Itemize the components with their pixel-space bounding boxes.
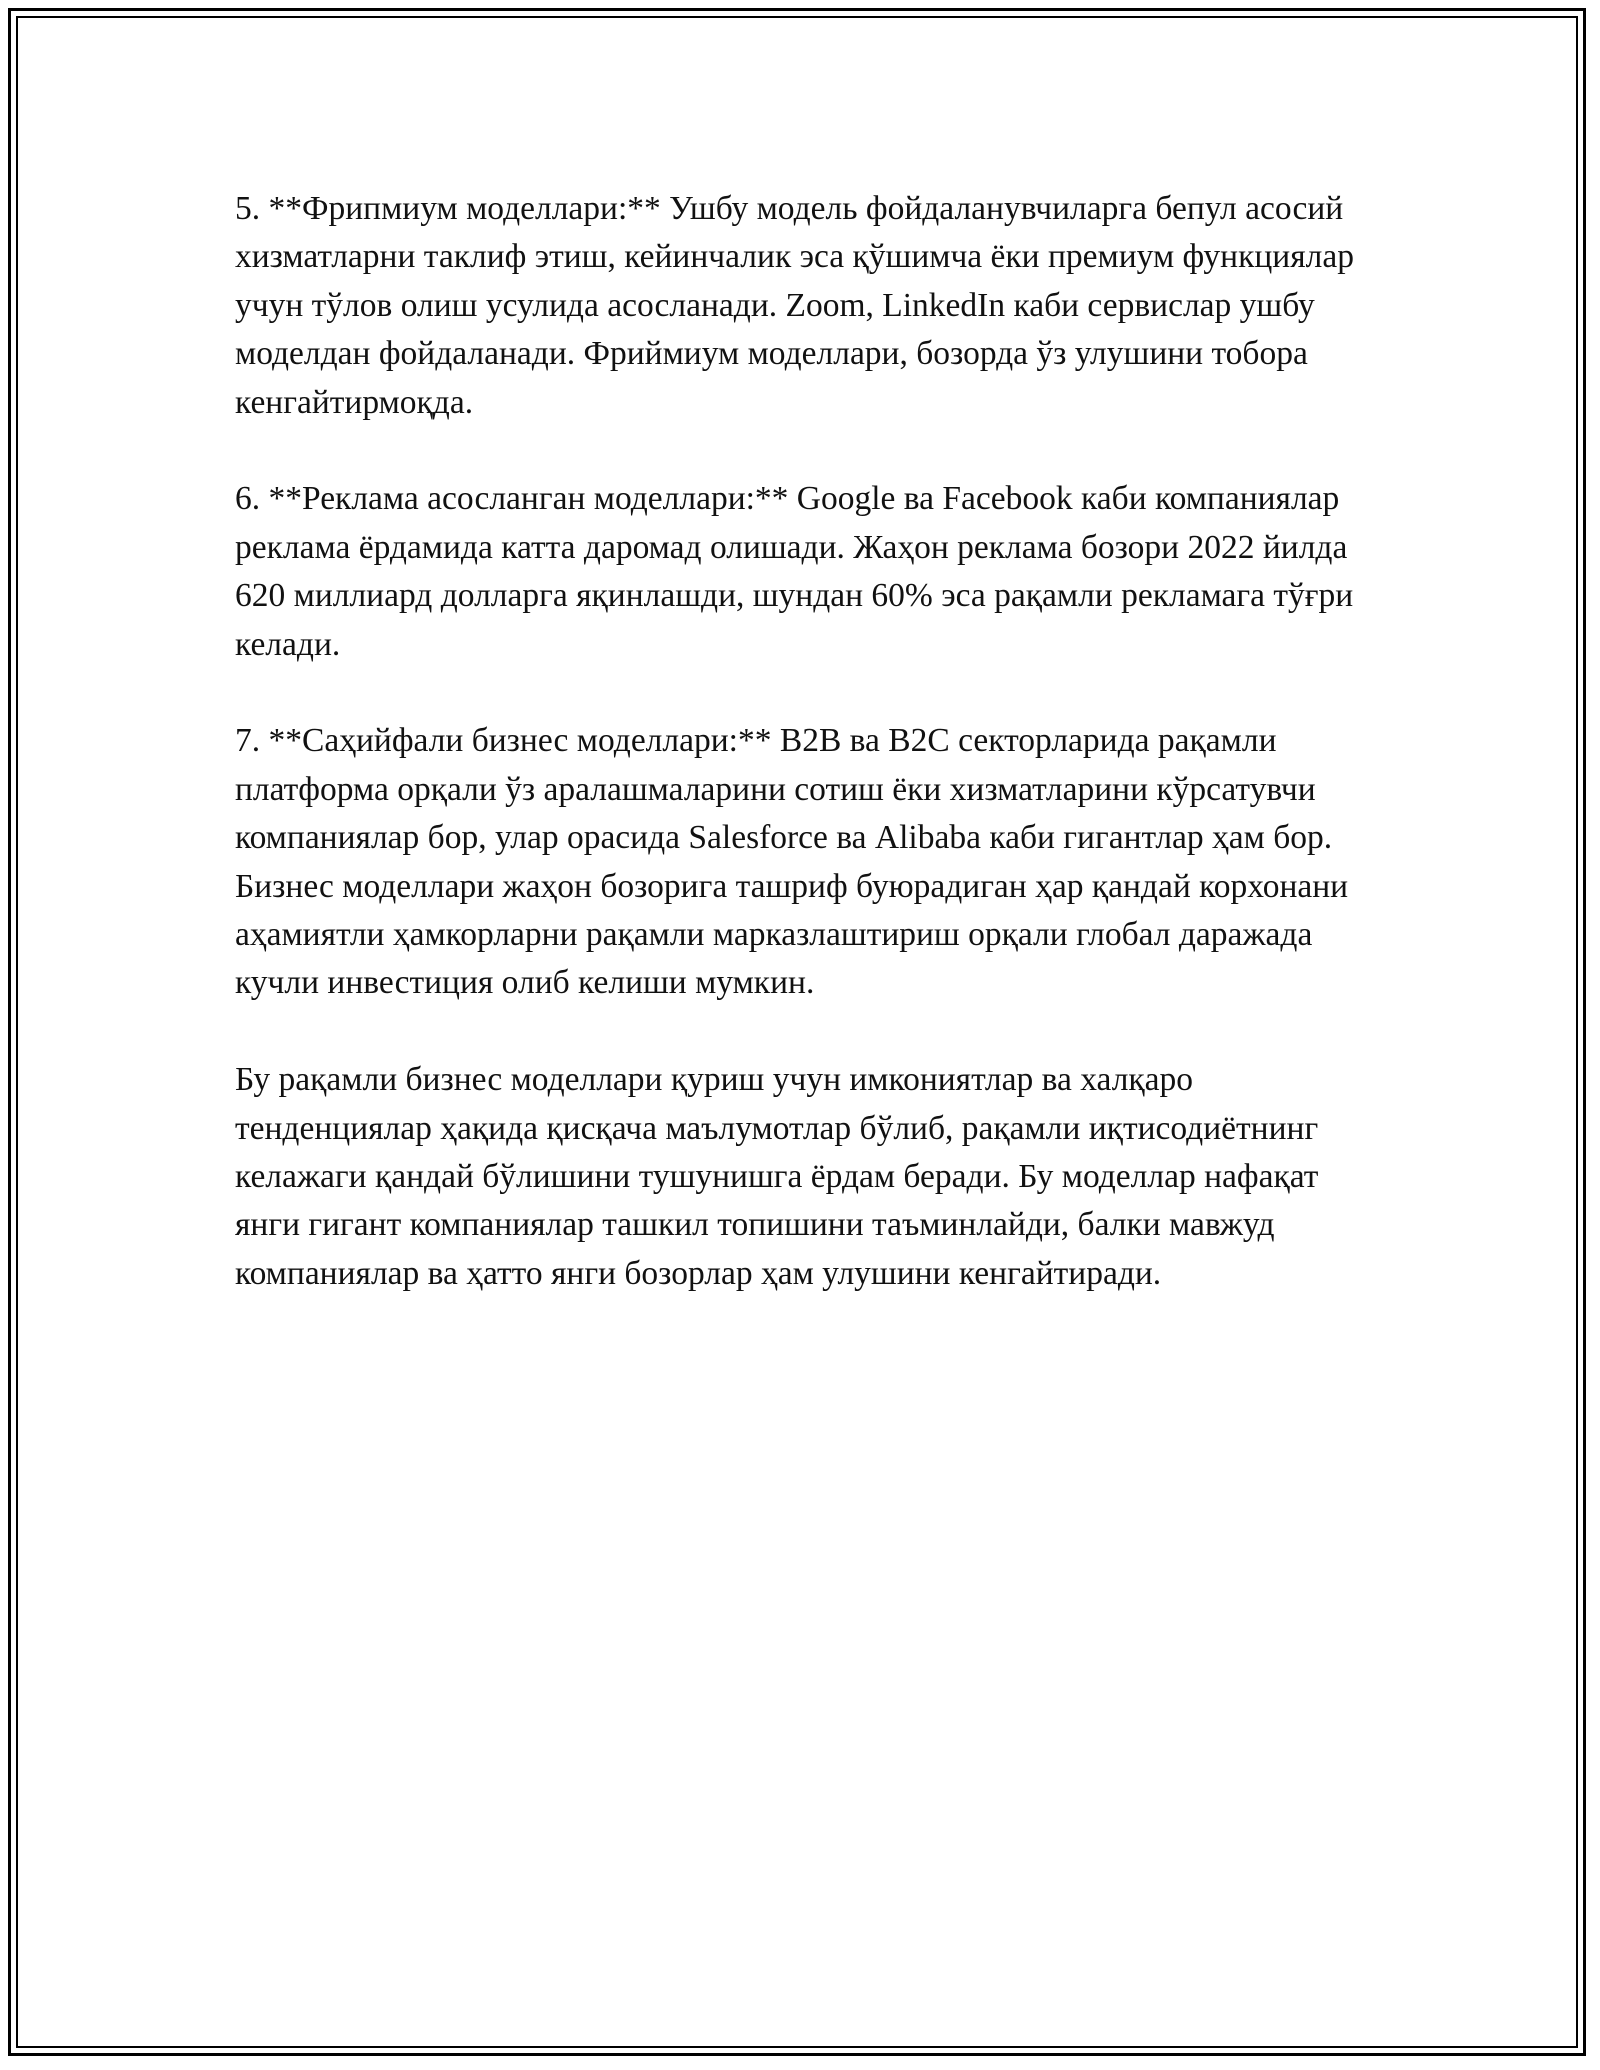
paragraph-advertising-models: 6. **Реклама асосланган моделлари:** Google ва Facebook каби компаниялар реклама ёрдамида катта даромад олишади. Жаҳон реклама бозори 2022 йилда 620 миллиард долларга яқинлашди, шундан 60% эса рақамли рекламага тўғри келади. (235, 480, 1354, 663)
document-body (235, 185, 1375, 1298)
paragraph-freemium-models: 5. **Фрипмиум моделлари:** Ушбу модель фойдаланувчиларга бепул асосий хизматларни таклиф этиш, кейинчалик эса қўшимча ёки премиум функциялар учун тўлов олиш усулида асосланади. Zoom, LinkedIn каби сервислар ушбу моделдан фойдаланади. Фриймиум моделлари, бозорда ўз улушини тобора кенгайтирмоқда. (235, 190, 1354, 421)
paragraph-platform-business-models: 7. **Саҳийфали бизнес моделлари:** B2B ва B2C секторларида рақамли платформа орқали ўз аралашмаларини сотиш ёки хизматларини кўрсатувчи компаниялар бор, улар орасида Salesforce ва Alibaba каби гигантлар ҳам бор. Бизнес моделлари жаҳон бозорига ташриф буюрадиган ҳар қандай корхонани аҳамиятли ҳамкорларни рақамли марказлаштириш орқали глобал даражада кучли инвестиция олиб келиши мумкин. (235, 722, 1349, 1002)
paragraph-conclusion: Бу рақамли бизнес моделлари қуриш учун имкониятлар ва халқаро тенденциялар ҳақида қисқача маълумотлар бўлиб, рақамли иқтисодиётнинг келажаги қандай бўлишини тушунишга ёрдам беради. Бу моделлар нафақат янги гигант компаниялар ташкил топишини таъминлайди, балки мавжуд компаниялар ва ҳатто янги бозорлар ҳам улушини кенгайтиради. (235, 1061, 1319, 1292)
